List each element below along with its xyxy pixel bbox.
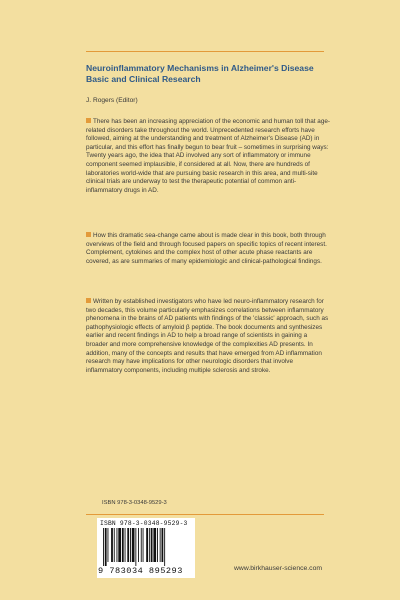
barcode-digits: 9 783034 895293 <box>98 566 183 576</box>
title-line-2: Basic and Clinical Research <box>86 74 201 84</box>
description-paragraph-2 <box>86 232 330 266</box>
paragraph-text: Written by established investigators who have led neuro-inflammatory research for two decades, this volume particularly emphasizes correlations between inflammatory phenomena in the brains of AD patients with findings of the 'classic' approach, such as pathophysiologic effects of amyloid β peptide. The book documents and synthesizes earlier and recent findings in AD to help a broad range of scientists in gaining a broader and more comprehensive knowledge of the complexities AD presents. In addition, many of the concepts and results that have emerged from AD inflammation research may have implications for other neurologic disorders that involve inflammatory components, including multiple sclerosis and stroke. <box>86 298 329 374</box>
description-paragraph-1 <box>86 118 330 195</box>
barcode-isbn-text: ISBN 978-3-0348-9529-3 <box>100 520 188 527</box>
bullet-square-icon <box>86 118 91 123</box>
barcode-bars-icon <box>103 528 189 566</box>
top-rule <box>86 51 324 52</box>
bullet-square-icon <box>86 298 91 303</box>
editor-credit: J. Rogers (Editor) <box>86 97 138 104</box>
bottom-rule <box>86 514 324 515</box>
publisher-website: www.birkhauser-science.com <box>234 565 323 572</box>
bullet-square-icon <box>86 232 91 237</box>
description-paragraph-3 <box>86 298 330 375</box>
isbn-label: ISBN 978-3-0348-9529-3 <box>102 500 167 506</box>
barcode <box>97 518 195 578</box>
paragraph-text: How this dramatic sea-change came about is made clear in this book, both through overviews of the field and through focused papers on specific topics of recent interest. Complement, cytokines and the complex host of other acute phase reactants are covered, as are summaries of many epidemiologic and clinical-pathological findings. <box>86 232 327 265</box>
title-line-1: Neuroinflammatory Mechanisms in Alzheimer's Disease <box>86 63 314 73</box>
paragraph-text: There has been an increasing appreciation of the economic and human toll that age-related disorders take throughout the world. Unprecedented research efforts have followed, aiming at the understanding and treatment of Alzheimer's Disease (AD) in particular, and this effort has finally begun to bear fruit – sometimes in surprising ways: Twenty years ago, the idea that AD involved any sort of inflammatory or immune component seemed implausible, if considered at all. Now, there are hundreds of laboratories world-wide that are pursuing basic research in this area, and multi-site clinical trials are underway to test the therapeutic potential of common anti-inflammatory drugs in AD. <box>86 118 330 194</box>
book-title <box>86 63 336 85</box>
